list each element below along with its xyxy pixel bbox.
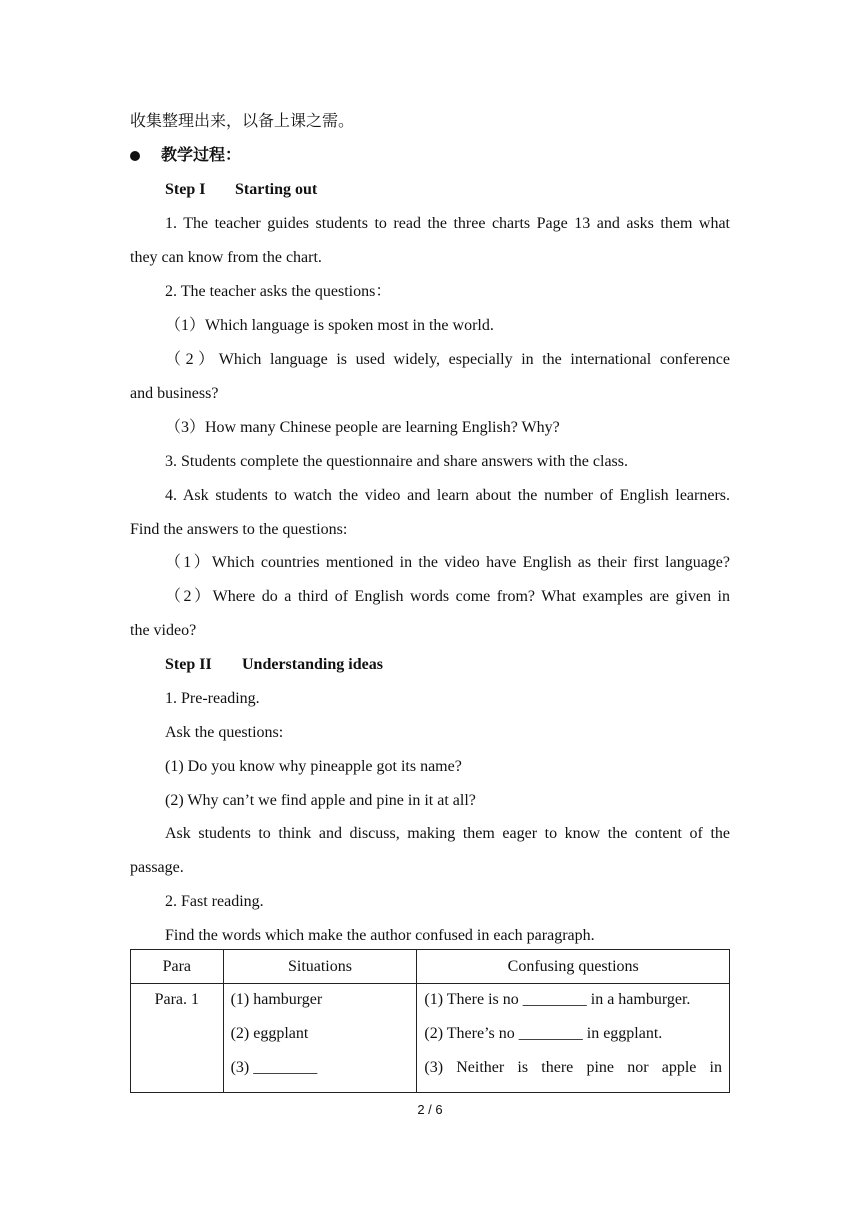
step2-label: Step II [165, 656, 212, 673]
step2-heading [165, 655, 730, 675]
body-line: 4. Ask students to watch the video and learn about the number of English learners. [165, 487, 730, 504]
body-line: Ask the questions: [165, 724, 284, 741]
situation-item: (3) ________ [230, 1059, 318, 1076]
intro-line: 收集整理出来，以备上课之需。 [130, 113, 355, 130]
table-cell-questions [417, 984, 730, 1093]
body-line: 1. Pre-reading. [165, 690, 260, 707]
body-line: （3）How many Chinese people are learning English? Why? [165, 419, 560, 436]
body-line: (1) Do you know why pineapple got its name? [165, 758, 462, 775]
question-item: (2) There’s no ________ in eggplant. [424, 1025, 663, 1042]
body-line: Find the words which make the author confused in each paragraph. [165, 927, 595, 944]
body-line: the video? [130, 622, 197, 639]
body-line: passage. [130, 859, 184, 876]
para-label: Para. 1 [154, 991, 199, 1008]
body-line: 2. Fast reading. [165, 893, 264, 910]
body-line: and business? [130, 385, 219, 402]
table-cell-para [131, 984, 224, 1093]
body-line: （2）Which language is used widely, especially in the international conference [165, 351, 730, 368]
bullet-icon [130, 151, 140, 161]
step1-label: Step I [165, 181, 206, 198]
step1-heading [165, 180, 730, 200]
body-line: (2) Why can’t we find apple and pine in it at all? [165, 792, 476, 809]
question-item: (1) There is no ________ in a hamburger. [424, 991, 691, 1008]
step2-title: Understanding ideas [242, 656, 383, 673]
step1-title: Starting out [235, 181, 318, 198]
question-item: (3) Neither is there pine nor apple in [424, 1059, 722, 1076]
section-heading: 教学过程： [161, 147, 242, 164]
table-cell-situations [223, 984, 417, 1093]
table-header-cell: Para [131, 950, 224, 984]
situation-item: (1) hamburger [230, 991, 323, 1008]
situation-item: (2) eggplant [230, 1025, 309, 1042]
body-line: 3. Students complete the questionnaire and share answers with the class. [165, 453, 628, 470]
confusing-words-table [130, 949, 730, 1093]
table-row [131, 984, 730, 1093]
body-line: （1）Which countries mentioned in the video have English as their first language? [165, 554, 730, 571]
table-header-cell: Situations [223, 950, 417, 984]
table-header-cell: Confusing questions [417, 950, 730, 984]
body-line: 1. The teacher guides students to read the three charts Page 13 and asks them what [165, 215, 730, 232]
body-line: they can know from the chart. [130, 249, 322, 266]
body-line: Find the answers to the questions: [130, 521, 348, 538]
body-line: Ask students to think and discuss, making them eager to know the content of the [165, 825, 730, 842]
table-header-row [131, 950, 730, 984]
body-line: （2）Where do a third of English words come from? What examples are given in [165, 588, 730, 605]
body-line: （1）Which language is spoken most in the world. [165, 317, 494, 334]
body-line: 2. The teacher asks the questions： [165, 283, 392, 300]
page-number: 2 / 6 [417, 1102, 443, 1117]
